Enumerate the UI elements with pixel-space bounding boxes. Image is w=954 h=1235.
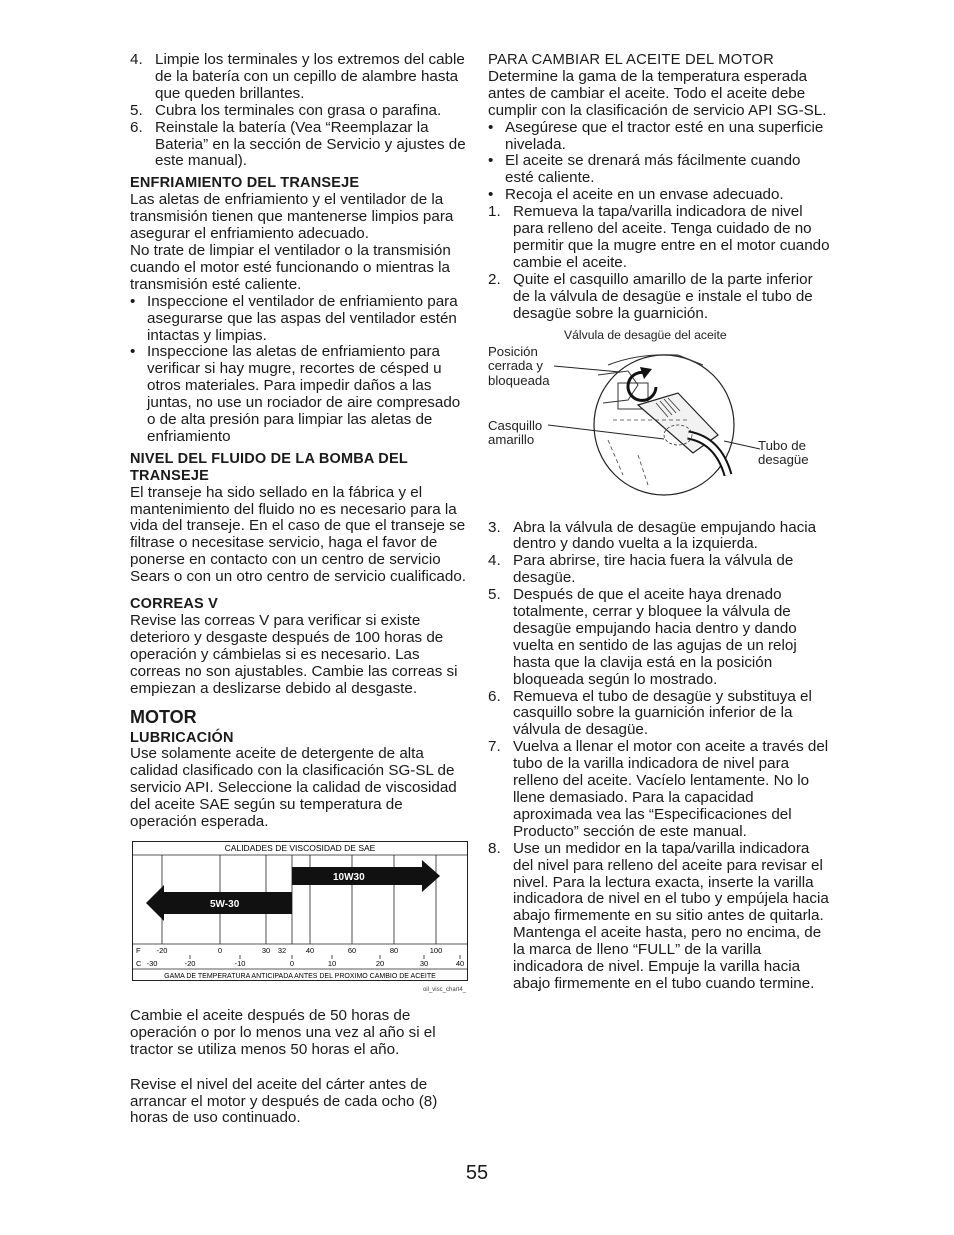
left-column <box>130 52 470 1127</box>
paragraph: Revise las correas V para verificar si existe deterioro y desgaste después de 100 horas de operación y cámbielas si es necesario. Las correas no son ajustables. Cambie las correas si empiezan a deslizarse debido al desgaste. <box>130 612 458 697</box>
f-tick: 40 <box>305 945 315 955</box>
c-tick: 10 <box>327 958 337 968</box>
list-item: 6. Reinstale la batería (Vea “Reemplazar la Bateria” en la sección de Servicio y ajustes de este manual). <box>130 118 466 170</box>
f-tick: 100 <box>429 945 443 955</box>
drain-valve-illustration <box>488 325 830 520</box>
right-column <box>488 52 830 993</box>
drain-valve-diagram <box>488 325 830 520</box>
diagram-caption: Válvula de desagüe del aceite <box>564 327 727 342</box>
section-heading-lubrication: LUBRICACIÓN <box>130 729 234 746</box>
list-item: 4. Limpie los terminales y los extremos del cable de la batería con un cepillo de alambre hasta que queden brillantes. <box>130 51 465 102</box>
c-tick: -30 <box>146 958 158 968</box>
f-tick: -20 <box>156 945 168 955</box>
paragraph: Revise el nivel del aceite del cárter antes de arrancar el motor y después de cada ocho (8) horas de uso continuado. <box>130 1075 438 1127</box>
bullet-item: • Recoja el aceite en un envase adecuado. <box>488 186 784 204</box>
chart-code: oil_visc_chart4_ <box>422 986 466 993</box>
closed-position-label: Posición cerrada y bloqueada <box>488 343 550 388</box>
bullet-item: • El aceite se drenará más fácilmente cuando esté caliente. <box>488 152 801 187</box>
c-tick: 30 <box>419 958 429 968</box>
list-item: 5. Cubra los terminales con grasa o parafina. <box>130 101 442 119</box>
section-heading-fluid-level: NIVEL DEL FLUIDO DE LA BOMBA DEL TRANSEJE <box>130 450 408 484</box>
bullet-item: • Inspeccione el ventilador de enfriamiento para asegurarse que las aspas del ventilador estén intactas y limpias. <box>130 292 458 344</box>
list-item: 2. Quite el casquillo amarillo de la parte inferior de la válvula de desagüe e instale el tubo de desagüe sobre la guarnición. <box>488 270 813 322</box>
section-heading-v-belts: CORREAS V <box>130 596 219 613</box>
page-number: 55 <box>465 1162 489 1184</box>
series-label-5w30: 5W-30 <box>210 898 240 910</box>
list-item: 4. Para abrirse, tire hacia fuera la válvula de desagüe. <box>488 552 794 587</box>
paragraph: Las aletas de enfriamiento y el ventilador de la transmisión tienen que mantenerse limpios para asegurar el enfriamiento adecuado. <box>130 191 454 243</box>
chart-title: CALIDADES DE VISCOSIDAD DE SAE <box>224 842 376 853</box>
series-bar-10w30 <box>292 860 440 892</box>
yellow-cap-label: Casquillo amarillo <box>488 417 543 447</box>
paragraph: Use solamente aceite de detergente de alta calidad clasificado con la clasificación SG-SL de servicio API. Seleccione la calidad de viscosidad del aceite SAE según su temperatura de operación esperada. <box>130 745 457 831</box>
paragraph: El transeje ha sido sellado en la fábrica y el mantenimiento del fluido no es necesario para la vida del transeje. En el caso de que el transeje se filtrase o necesitase servicio, haga el favor de ponerse en contacto con un centro de servicio Sears o con un otro centro de servicio cualificado. <box>130 483 466 586</box>
f-tick: 0 <box>217 945 223 955</box>
f-axis-label: F <box>136 945 141 955</box>
drain-tube-label: Tubo de desagüe <box>758 437 809 467</box>
c-tick: 20 <box>375 958 385 968</box>
series-label-10w30: 10W30 <box>333 871 365 883</box>
section-heading-motor: MOTOR <box>130 706 197 727</box>
f-tick: 80 <box>389 945 399 955</box>
section-heading-transeje-cooling: ENFRIAMIENTO DEL TRANSEJE <box>130 175 360 192</box>
viscosity-chart <box>132 841 470 999</box>
chart-footer: GAMA DE TEMPERATURA ANTICIPADA ANTES DEL PROXIMO CAMBIO DE ACEITE <box>164 972 436 980</box>
list-item: 5. Después de que el aceite haya drenado totalmente, cerrar y bloquee la válvula de desagüe empujando hacia dentro y dando vuelta en sentido de las agujas de un reloj hasta que la clavija está en la posición bloqueada según lo mostrado. <box>488 586 797 688</box>
bullet-item: • Asegúrese que el tractor esté en una superficie nivelada. <box>488 118 824 153</box>
bullet-item: • Inspeccione las aletas de enfriamiento para verificar si hay mugre, recortes de césped u otros materiales. Para impedir daños a las juntas, no use un rociador de aire compresado o de alta presión para limpiar las aletas de enfriamiento <box>130 343 461 445</box>
c-tick: 40 <box>455 958 465 968</box>
c-tick: -10 <box>234 958 246 968</box>
paragraph: Cambie el aceite después de 50 horas de operación o por lo menos una vez al año si el tractor se utiliza menos 50 horas el año. <box>130 1006 436 1058</box>
list-item: 1. Remueva la tapa/varilla indicadora de nivel para relleno del aceite. Tenga cuidado de no permitir que la mugre entre en el motor cuando cambie el aceite. <box>488 203 830 271</box>
f-tick: 32 <box>277 945 287 955</box>
list-item: 8. Use un medidor en la tapa/varilla indicadora del nivel para relleno del aceite para revisar el nivel. Para la lectura exacta, inserte la varilla indicadora de nivel en el tubo y empújela hacia abajo firmemente en su sitio antes de quitarla. Mantenga el aceite hasta, pero no encima, de la marca de lleno “FULL” de la varilla indicadora de nivel. Empuje la varilla hacia abajo firmemente en el tubo cuando termine. <box>488 839 829 992</box>
c-tick: -20 <box>184 958 196 968</box>
paragraph: No trate de limpiar el ventilador o la transmisión cuando el motor esté funcionando o mientras la transmisión esté caliente. <box>130 241 451 293</box>
list-item: 6. Remueva el tubo de desagüe y substituya el casquillo sobre la guarnición inferior de la válvula de desagüe. <box>488 687 812 739</box>
f-tick: 30 <box>261 945 271 955</box>
paragraph: Determine la gama de la temperatura esperada antes de cambiar el aceite. Todo el aceite debe cumplir con la clasificación de servicio API SG-SL. <box>488 67 827 119</box>
c-tick: 0 <box>289 958 295 968</box>
section-heading-oil-change: PARA CAMBIAR EL ACEITE DEL MOTOR <box>488 52 774 68</box>
list-item: 3. Abra la válvula de desagüe empujando hacia dentro y dando vuelta a la izquierda. <box>488 518 817 553</box>
c-axis-label: C <box>136 958 142 968</box>
list-item: 7. Vuelva a llenar el motor con aceite a través del tubo de la varilla indicadora de nivel para relleno del aceite. Vacíelo lentamente. No lo llene demasiado. Para la capacidad aproximada vea las “Especificaciones del Producto” sección de este manual. <box>488 738 829 840</box>
f-tick: 60 <box>347 945 357 955</box>
